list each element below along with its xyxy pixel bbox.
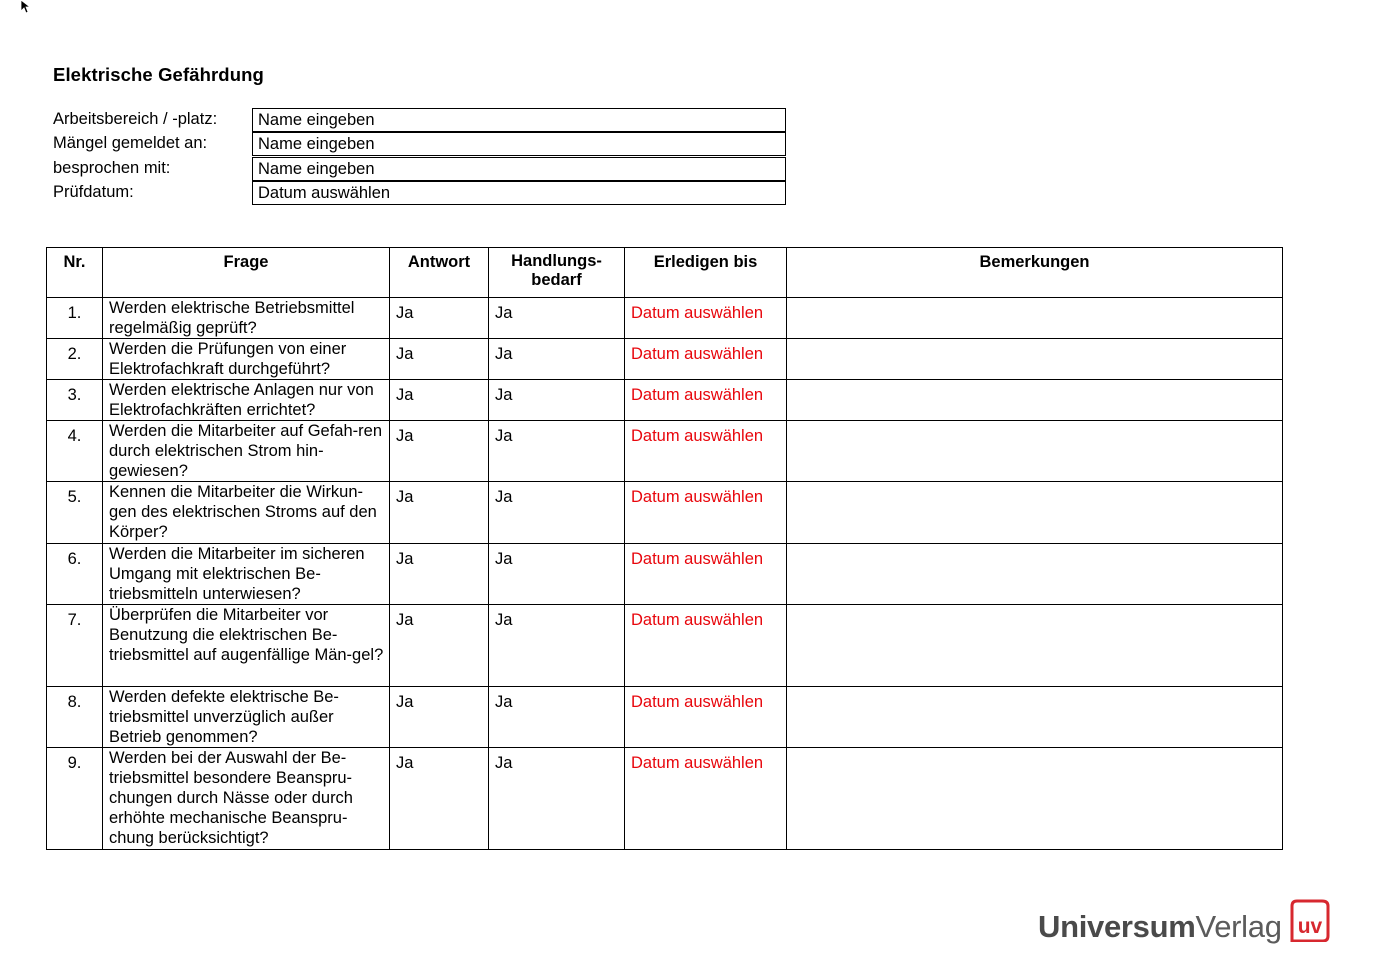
due-date-picker[interactable]: Datum auswählen [625, 421, 787, 482]
header-erledigen-bis: Erledigen bis [625, 248, 787, 298]
question-text: Werden die Mitarbeiter im sicheren Umgang mit elektrischen Be-triebsmitteln unterwiesen? [103, 544, 390, 605]
remarks-field[interactable] [787, 298, 1283, 339]
svg-text:uv: uv [1297, 915, 1323, 938]
action-needed-dropdown[interactable]: Ja [489, 687, 625, 748]
answer-dropdown[interactable]: Ja [390, 544, 489, 605]
question-text: Werden defekte elektrische Be-triebsmittel unverzüglich außer Betrieb genommen? [103, 687, 390, 748]
due-date-picker[interactable]: Datum auswählen [625, 748, 787, 850]
due-date-picker[interactable]: Datum auswählen [625, 380, 787, 421]
remarks-field[interactable] [787, 748, 1283, 850]
question-text: Kennen die Mitarbeiter die Wirkun-gen des elektrischen Stroms auf den Körper? [103, 482, 390, 544]
meta-label: Prüfdatum: [53, 183, 134, 201]
table-row [47, 380, 1283, 421]
header-antwort: Antwort [390, 248, 489, 298]
question-text: Werden die Mitarbeiter auf Gefah-ren durch elektrischen Strom hin-gewiesen? [103, 421, 390, 482]
due-date-picker[interactable]: Datum auswählen [625, 544, 787, 605]
remarks-field[interactable] [787, 605, 1283, 687]
answer-dropdown[interactable]: Ja [390, 339, 489, 380]
action-needed-dropdown[interactable]: Ja [489, 605, 625, 687]
remarks-field[interactable] [787, 339, 1283, 380]
action-needed-dropdown[interactable]: Ja [489, 748, 625, 850]
question-text: Werden elektrische Anlagen nur von Elektrofachkräften errichtet? [103, 380, 390, 421]
header-frage: Frage [103, 248, 390, 298]
row-number: 6. [47, 544, 103, 605]
row-number: 8. [47, 687, 103, 748]
header-handlungsbedarf: Handlungs- bedarf [489, 248, 625, 298]
meta-value: Datum auswählen [258, 184, 391, 202]
checklist-table [46, 247, 1283, 850]
remarks-field[interactable] [787, 544, 1283, 605]
mouse-pointer-icon [20, 0, 34, 14]
action-needed-dropdown[interactable]: Ja [489, 298, 625, 339]
row-number: 4. [47, 421, 103, 482]
header-nr: Nr. [47, 248, 103, 298]
meta-value: Name eingeben [258, 160, 375, 178]
table-row [47, 421, 1283, 482]
answer-dropdown[interactable]: Ja [390, 298, 489, 339]
answer-dropdown[interactable]: Ja [390, 421, 489, 482]
table-row [47, 544, 1283, 605]
meta-value: Name eingeben [258, 111, 375, 129]
table-row [47, 339, 1283, 380]
table-row [47, 605, 1283, 687]
answer-dropdown[interactable]: Ja [390, 605, 489, 687]
remarks-field[interactable] [787, 421, 1283, 482]
row-number: 2. [47, 339, 103, 380]
row-number: 1. [47, 298, 103, 339]
uv-logo-mark [1288, 898, 1332, 942]
action-needed-dropdown[interactable]: Ja [489, 380, 625, 421]
meta-label: Mängel gemeldet an: [53, 134, 208, 152]
due-date-picker[interactable]: Datum auswählen [625, 687, 787, 748]
meta-value: Name eingeben [258, 135, 375, 153]
remarks-field[interactable] [787, 380, 1283, 421]
question-text: Werden bei der Auswahl der Be-triebsmittel besondere Beanspru-chungen durch Nässe oder durch erhöhte mechanische Beanspru-chung berücksichtigt? [103, 748, 390, 850]
question-text: Überprüfen die Mitarbeiter vor Benutzung die elektrischen Be-triebsmittel auf augenfällige Män-gel? [103, 605, 390, 687]
action-needed-dropdown[interactable]: Ja [489, 482, 625, 544]
meta-label: Arbeitsbereich / -platz: [53, 110, 218, 128]
answer-dropdown[interactable]: Ja [390, 482, 489, 544]
table-row [47, 482, 1283, 544]
meta-input[interactable] [252, 157, 786, 181]
table-header-row [47, 248, 1283, 298]
question-text: Werden die Prüfungen von einer Elektrofachkraft durchgeführt? [103, 339, 390, 380]
due-date-picker[interactable]: Datum auswählen [625, 298, 787, 339]
meta-label: besprochen mit: [53, 159, 171, 177]
due-date-picker[interactable]: Datum auswählen [625, 482, 787, 544]
row-number: 7. [47, 605, 103, 687]
action-needed-dropdown[interactable]: Ja [489, 339, 625, 380]
meta-input[interactable] [252, 108, 786, 132]
document-title: Elektrische Gefährdung [53, 64, 264, 85]
table-row [47, 687, 1283, 748]
question-text: Werden elektrische Betriebsmittel regelmäßig geprüft? [103, 298, 390, 339]
table-row [47, 298, 1283, 339]
answer-dropdown[interactable]: Ja [390, 380, 489, 421]
remarks-field[interactable] [787, 687, 1283, 748]
remarks-field[interactable] [787, 482, 1283, 544]
row-number: 5. [47, 482, 103, 544]
meta-input[interactable] [252, 181, 786, 205]
action-needed-dropdown[interactable]: Ja [489, 544, 625, 605]
due-date-picker[interactable]: Datum auswählen [625, 339, 787, 380]
header-bemerkungen: Bemerkungen [787, 248, 1283, 298]
action-needed-dropdown[interactable]: Ja [489, 421, 625, 482]
answer-dropdown[interactable]: Ja [390, 748, 489, 850]
due-date-picker[interactable]: Datum auswählen [625, 605, 787, 687]
answer-dropdown[interactable]: Ja [390, 687, 489, 748]
row-number: 9. [47, 748, 103, 850]
meta-input[interactable] [252, 132, 786, 156]
logo-wordmark: UniversumVerlag [1038, 909, 1282, 944]
row-number: 3. [47, 380, 103, 421]
table-row [47, 748, 1283, 850]
